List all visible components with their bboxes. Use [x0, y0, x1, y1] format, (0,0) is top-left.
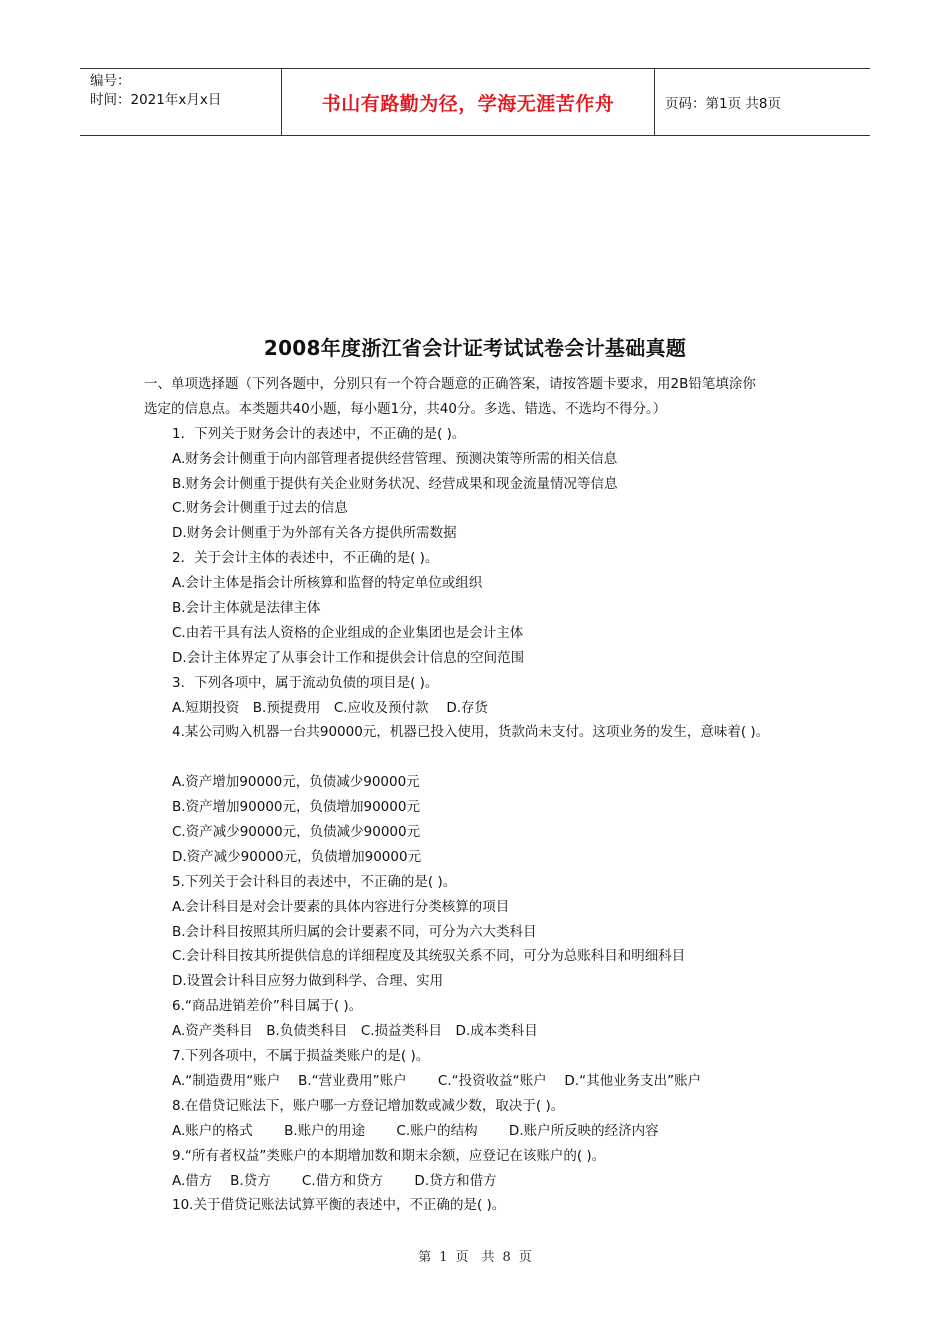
question-stem: 8.在借贷记账法下，账户哪一方登记增加数或减少数，取决于( )。 [172, 1097, 565, 1114]
question-option: A.资产类科目 B.负债类科目 C.损益类科目 D.成本类科目 [172, 1023, 538, 1040]
question-stem: 1．下列关于财务会计的表述中，不正确的是( )。 [172, 425, 466, 442]
question-option: A.会计科目是对会计要素的具体内容进行分类核算的项目 [172, 898, 510, 915]
document-title: 2008年度浙江省会计证考试试卷会计基础真题 [263, 336, 687, 360]
question-option: D.资产减少90000元，负债增加90000元 [172, 848, 422, 865]
footer-prefix: 第 [418, 1250, 432, 1265]
question-option: D.设置会计科目应努力做到科学、合理、实用 [172, 973, 444, 990]
header-meta [80, 69, 282, 135]
question-stem: 6.“商品进销差价”科目属于( )。 [172, 998, 363, 1015]
question-option: A.短期投资 B.预提费用 C.应收及预付款 D.存货 [172, 699, 489, 716]
footer-total-pages: 8 [502, 1250, 511, 1265]
header-motto: 书山有路勤为径，学海无涯苦作舟 [321, 92, 615, 115]
question-option: A.借方 B.贷方 C.借方和贷方 D.贷方和借方 [172, 1172, 497, 1189]
footer-mid: 页 共 [455, 1250, 495, 1265]
question-stem: 10.关于借贷记账法试算平衡的表述中，不正确的是( )。 [172, 1197, 506, 1214]
question-option: A.财务会计侧重于向内部管理者提供经营管理、预测决策等所需的相关信息 [172, 450, 618, 467]
question-option: C.会计科目按其所提供信息的详细程度及其统驭关系不同，可分为总账科目和明细科目 [172, 948, 686, 965]
question-option: D.会计主体界定了从事会计工作和提供会计信息的空间范围 [172, 649, 525, 666]
question-option: B.会计主体就是法律主体 [172, 600, 321, 617]
blank-line [144, 745, 814, 770]
question-stem: 2．关于会计主体的表述中，不正确的是( )。 [172, 550, 439, 567]
question-option: D.财务会计侧重于为外部有关各方提供所需数据 [172, 525, 457, 542]
section-intro-line: 选定的信息点。本类题共40小题，每小题1分，共40分。多选、错选、不选均不得分。） [144, 400, 667, 417]
question-stem: 5.下列关于会计科目的表述中，不正确的是( )。 [172, 873, 457, 890]
question-option: A.“制造费用“账户 B.“营业费用”账户 C.“投资收益“账户 D.“其他业务支出”账户 [172, 1072, 702, 1089]
footer-suffix: 页 [518, 1250, 532, 1265]
question-option: C.由若干具有法人资格的企业组成的企业集团也是会计主体 [172, 624, 524, 641]
question-stem: 3．下列各项中，属于流动负债的项目是( )。 [172, 674, 439, 691]
question-option: A.账户的格式 B.账户的用途 C.账户的结构 D.账户所反映的经济内容 [172, 1122, 659, 1139]
header-page-info: 页码：第1页 共8页 [665, 96, 781, 112]
question-option: A.资产增加90000元，负债减少90000元 [172, 774, 420, 791]
question-option: C.资产减少90000元，负债减少90000元 [172, 824, 421, 841]
question-stem: 7.下列各项中，不属于损益类账户的是( )。 [172, 1048, 430, 1065]
page-footer [0, 1246, 950, 1265]
document-number-label: 编号： [90, 73, 131, 89]
question-option: B.资产增加90000元，负债增加90000元 [172, 799, 420, 816]
question-option: C.财务会计侧重于过去的信息 [172, 500, 348, 517]
document-time-label: 时间：2021年x月x日 [90, 92, 222, 108]
footer-page-number: 1 [439, 1250, 448, 1265]
document-body [144, 372, 814, 1218]
page-header [80, 68, 870, 136]
section-intro-line: 一、单项选择题（下列各题中，分别只有一个符合题意的正确答案，请按答题卡要求，用2B铅笔填涂你 [144, 376, 756, 392]
question-stem: 9.“所有者权益”类账户的本期增加数和期末余额，应登记在该账户的( )。 [172, 1147, 606, 1164]
header-motto-cell [282, 69, 655, 135]
question-option: B.财务会计侧重于提供有关企业财务状况、经营成果和现金流量情况等信息 [172, 475, 618, 492]
question-option: B.会计科目按照其所归属的会计要素不同，可分为六大类科目 [172, 923, 537, 940]
question-stem: 4.某公司购入机器一台共90000元，机器已投入使用，货款尚未支付。这项业务的发生，意味着( )。 [172, 724, 770, 741]
question-option: A.会计主体是指会计所核算和监督的特定单位或组织 [172, 575, 483, 592]
